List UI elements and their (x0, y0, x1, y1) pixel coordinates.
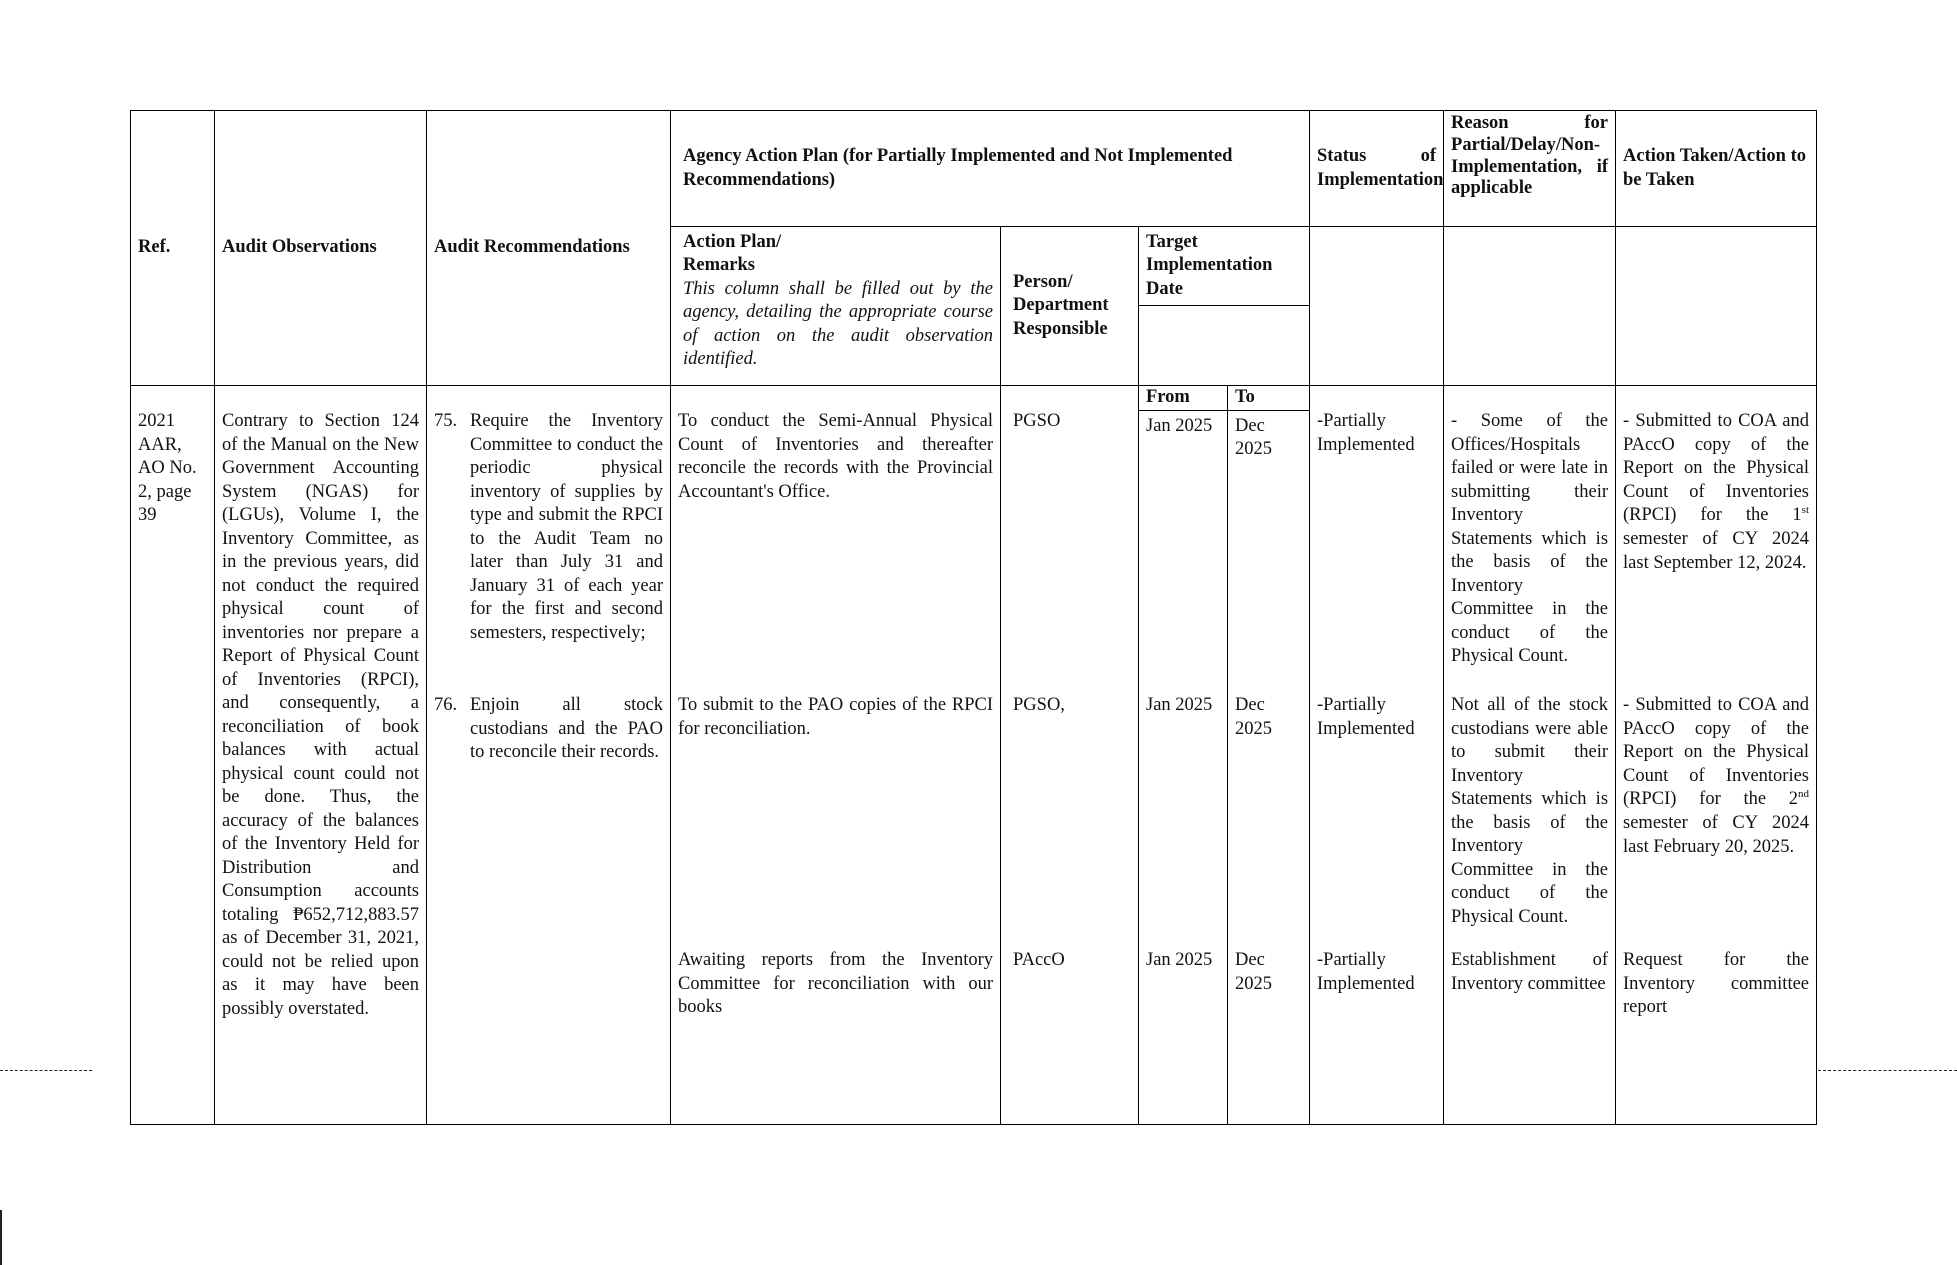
observation-cell: Contrary to Section 124 of the Manual on the New Government Accounting System (NGAS) for (LGUs), Volume I, the Inventory Committee, as in the previous years, did not conduct the required physical count of inventories nor prepare a Report of Physical Count of Inventories (RPCI), and consequently, a reconciliation of book balances with actual physical count could not be done. Thus, the accuracy of the balances of the Inventory Held for Distribution and Consumption accounts totaling ₱652,712,883.57 as of December 31, 2021, could not be relied upon as it may have been possibly overstated. (215, 410, 427, 1124)
reason-cell: - Some of the Offices/Hospitals failed or were late in submitting their Inventory Statements which is the basis of the Inventory Committee in the conduct of the Physical Count. (1444, 410, 1616, 690)
status-cell: -Partially Implemented (1310, 690, 1444, 945)
header-audit-recommendations: Audit Recommendations (427, 111, 671, 386)
header-reason: Reason for Partial/Delay/Non-Implementation, if applicable (1444, 111, 1616, 227)
status-cell-top (1310, 386, 1444, 410)
plan-cell: To conduct the Semi-Annual Physical Count of Inventories and thereafter reconcile the records with the Provincial Accountant's Office. (671, 410, 1001, 690)
reason-cell: Establishment of Inventory committee (1444, 945, 1616, 1124)
action-cell: - Submitted to COA and PAccO copy of the Report on the Physical Count of Inventories (RPCI) for the 1st semester of CY 2024 last September 12, 2024. (1616, 410, 1817, 690)
header-agency-action-plan: Agency Action Plan (for Partially Implemented and Not Implemented Recommendations) (671, 111, 1310, 227)
header-target-spacer (1139, 306, 1310, 386)
person-cell-top (1001, 386, 1139, 410)
page-break-rule-right (1818, 1070, 1957, 1071)
to-cell: Dec 2025 (1228, 410, 1310, 690)
reason-cell: Not all of the stock custodians were able to submit their Inventory Statements which is the basis of the Inventory Committee in the conduct of the Physical Count. (1444, 690, 1616, 945)
page-break-rule-left (0, 1070, 92, 1071)
header-status-blank (1310, 227, 1444, 386)
action-cell: Request for the Inventory committee report (1616, 945, 1817, 1124)
header-to: To (1228, 386, 1310, 410)
recommendation-cell (427, 945, 671, 1124)
ref-cell: 2021 AAR, AO No. 2, page 39 (131, 410, 215, 1124)
to-cell: Dec 2025 (1228, 945, 1310, 1124)
plan-cell-top (671, 386, 1001, 410)
person-cell: PAccO (1001, 945, 1139, 1124)
plan-cell: Awaiting reports from the Inventory Committee for reconciliation with our books (671, 945, 1001, 1124)
from-cell: Jan 2025 (1139, 410, 1228, 690)
header-ref: Ref. (131, 111, 215, 386)
recommendation-cell: 75. Require the Inventory Committee to conduct the periodic physical inventory of supplies by type and submit the RPCI to the Audit Team no later than July 31 and January 31 of each year for the first and second semesters, respectively; (427, 410, 671, 690)
table-row (131, 410, 1817, 690)
to-cell: Dec 2025 (1228, 690, 1310, 945)
header-from: From (1139, 386, 1228, 410)
recommendation-cell: 76. Enjoin all stock custodians and the PAO to reconcile their records. (427, 690, 671, 945)
person-cell: PGSO, (1001, 690, 1139, 945)
plan-cell: To submit to the PAO copies of the RPCI for reconciliation. (671, 690, 1001, 945)
recommendation-cell-top (427, 386, 671, 410)
from-cell: Jan 2025 (1139, 945, 1228, 1124)
reason-cell-top (1444, 386, 1616, 410)
status-cell: -Partially Implemented (1310, 945, 1444, 1124)
audit-action-plan-table (130, 110, 1817, 1125)
header-status: Status of Implementation (1310, 111, 1444, 227)
header-person-responsible: Person/ Department Responsible (1001, 227, 1139, 386)
left-margin-mark (0, 1210, 2, 1265)
person-cell: PGSO (1001, 410, 1139, 690)
header-action-plan-remarks: Action Plan/ Remarks This column shall be filled out by the agency, detailing the appropriate course of action on the audit observation identified. (671, 227, 1001, 386)
action-cell-top (1616, 386, 1817, 410)
header-action-taken: Action Taken/Action to be Taken (1616, 111, 1817, 227)
from-cell: Jan 2025 (1139, 690, 1228, 945)
action-cell: - Submitted to COA and PAccO copy of the Report on the Physical Count of Inventories (RPCI) for the 2nd semester of CY 2024 last February 20, 2025. (1616, 690, 1817, 945)
header-target-date: Target Implementation Date (1139, 227, 1310, 306)
header-reason-blank (1444, 227, 1616, 386)
header-audit-observations: Audit Observations (215, 111, 427, 386)
ref-cell-top (131, 386, 215, 410)
header-action-blank (1616, 227, 1817, 386)
status-cell: -Partially Implemented (1310, 410, 1444, 690)
observation-cell-top (215, 386, 427, 410)
